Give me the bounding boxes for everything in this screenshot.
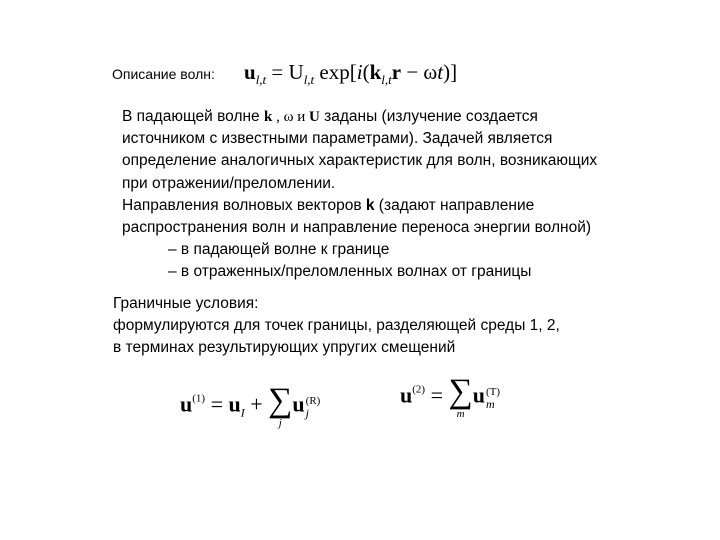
eq-amp: U xyxy=(288,60,304,84)
bullet-reflected: – в отраженных/преломленных волнах от границы xyxy=(168,263,532,281)
intro-line-5 xyxy=(122,195,702,217)
intro-line5-k: k xyxy=(365,196,375,214)
eq2-sum xyxy=(268,384,292,429)
eq2-uj: u xyxy=(292,391,305,417)
eq3-equals: = xyxy=(425,382,449,408)
eq-close: )] xyxy=(443,60,458,84)
eq-exp: exp[ xyxy=(314,60,357,84)
intro-paragraph xyxy=(122,106,702,284)
eq-paren: ( xyxy=(362,60,370,84)
eq3-um-scripts xyxy=(486,386,500,410)
intro-line-4: при отражении/преломлении. xyxy=(122,174,336,192)
intro-line1-prefix: В падающей волне xyxy=(122,108,264,125)
boundary-paragraph xyxy=(113,293,703,359)
eq-k-sub: l,t xyxy=(381,72,392,87)
eq2-uj-sub: j xyxy=(305,405,310,420)
eq-rest: − ω xyxy=(401,60,438,84)
eq2-sum-sign: ∑ xyxy=(268,382,293,419)
eq2-u: u xyxy=(180,391,193,417)
intro-line5-prefix: Направления волновых векторов xyxy=(122,196,366,214)
boundary-heading xyxy=(113,293,703,315)
eq2-uj-sup: (R) xyxy=(305,394,321,407)
eq3-um: u xyxy=(472,382,485,408)
waves-description-title: Описание волн: xyxy=(112,66,215,82)
eq3-u-sup: (2) xyxy=(412,383,426,396)
intro-line5-suffix: (задают направление xyxy=(374,196,535,214)
eq-amp-sub: l,t xyxy=(303,72,315,87)
eq3-sum-sign: ∑ xyxy=(448,373,473,410)
eq3-um-sub: m xyxy=(486,396,495,411)
eq-t: t xyxy=(437,60,444,84)
eq-k: k xyxy=(369,60,382,84)
eq3-um-sup: (T) xyxy=(486,385,501,398)
eq2-uI: u xyxy=(228,391,241,417)
eq-i: i xyxy=(356,60,363,84)
bullet-incident: – в падающей волне к границе xyxy=(168,241,390,259)
boundary-heading-text: Граничные условия xyxy=(113,295,255,312)
eq2-sum-index: j xyxy=(278,417,282,429)
intro-line-2: источником с известными параметрами). Задачей является xyxy=(122,130,553,148)
boundary-equation-medium-2 xyxy=(400,375,500,420)
boundary-line-2: формулируются для точек границы, разделяющей среды 1, 2, xyxy=(113,317,560,334)
intro-line1-suffix: заданы (излучение создается xyxy=(319,108,538,125)
eq2-u-sup: (1) xyxy=(192,392,206,405)
eq2-uI-sub: I xyxy=(240,405,245,420)
symbol-and: и xyxy=(293,109,309,125)
intro-line-6: распространения волн и направление переноса энергии волной) xyxy=(122,219,592,237)
eq-r: r xyxy=(391,60,402,84)
eq-equals: = xyxy=(266,60,289,84)
boundary-equation-medium-1 xyxy=(180,384,320,429)
symbol-sep: , xyxy=(272,109,284,125)
eq-lhs-u: u xyxy=(244,60,256,84)
eq2-plus: + xyxy=(244,391,269,417)
symbol-k: k xyxy=(263,109,273,125)
eq3-sum-index: m xyxy=(456,408,465,420)
intro-line-3: определение аналогичных характеристик для волн, возникающих xyxy=(122,152,598,170)
symbol-U: U xyxy=(308,109,320,125)
eq-lhs-sub: l,t xyxy=(255,72,267,87)
eq3-sum xyxy=(449,375,473,420)
eq2-uj-scripts xyxy=(306,395,321,419)
intro-line-1 xyxy=(122,106,702,128)
wave-equation xyxy=(244,60,457,88)
eq3-u: u xyxy=(400,382,413,408)
eq2-equals: = xyxy=(205,391,229,417)
boundary-colon: : xyxy=(254,295,259,312)
symbol-omega: ω xyxy=(283,109,294,125)
boundary-line-3: в терминах результирующих упругих смещений xyxy=(113,339,456,356)
